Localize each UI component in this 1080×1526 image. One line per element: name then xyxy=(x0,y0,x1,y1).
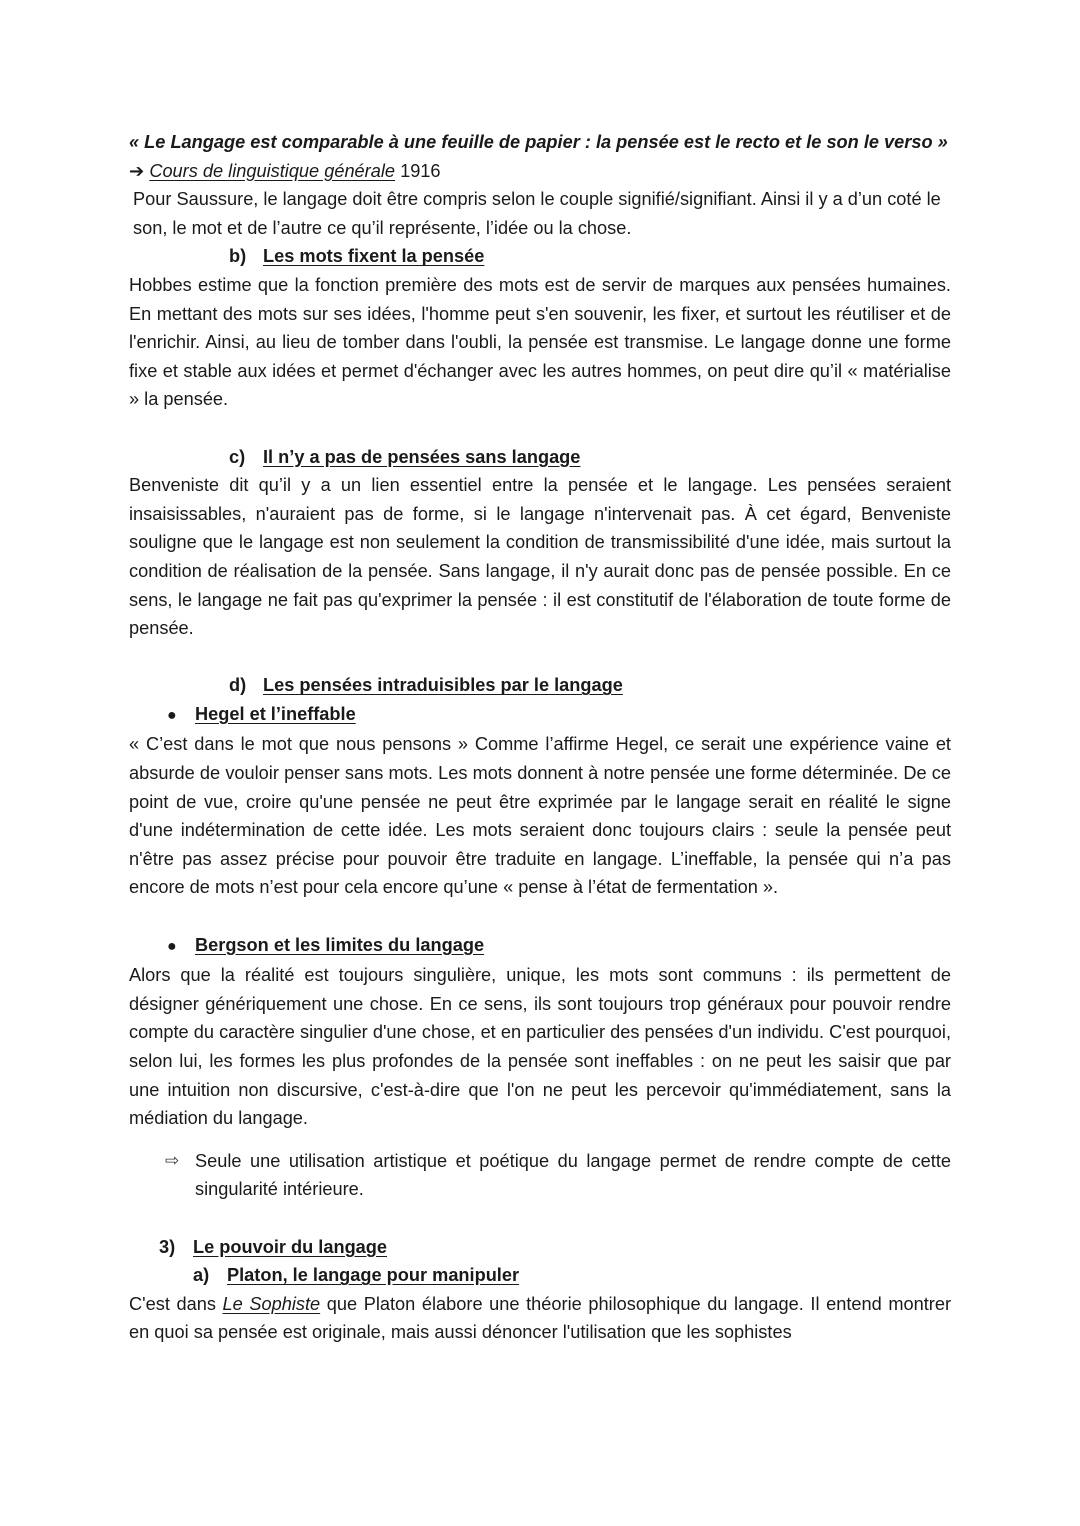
section-c-paragraph: Benveniste dit qu’il y a un lien essentiel entre la pensée et le langage. Les pensées seraient insaisissables, n'auraient pas de forme, si le langage n'intervenait pas. À cet égard, Benveniste souligne que le langage est non seulement la condition de transmissibilité d'une idée, mais surtout la condition de réalisation de la pensée. Sans langage, il n'y aurait donc pas de pensée possible. En ce sens, le langage ne fait pas qu'exprimer la pensée : il est constitutif de l'élaboration de toute forme de pensée. xyxy=(129,475,951,639)
section-c-heading xyxy=(229,443,951,472)
section-b-paragraph: Hobbes estime que la fonction première des mots est de servir de marques aux pensées humaines. En mettant des mots sur ses idées, l'homme peut s'en souvenir, les fixer, et surtout les réutiliser et de l'enrichir. Ainsi, au lieu de tomber dans l'oubli, la pensée est transmise. Le langage donne une forme fixe et stable aux idées et permet d'échanger avec les autres hommes, on peut dire qu’il « matérialise » la pensée. xyxy=(129,274,951,410)
document-content xyxy=(129,128,951,1347)
conclusion-text: Seule une utilisation artistique et poétique du langage permet de rendre compte de cette singularité intérieure. xyxy=(195,1150,951,1200)
section-3a-title: Platon, le langage pour manipuler xyxy=(227,1265,520,1286)
section-b-heading xyxy=(229,242,951,271)
section-d-label: d) xyxy=(229,675,247,696)
work-year: 1916 xyxy=(400,160,441,181)
bullet-icon: ● xyxy=(167,937,177,955)
section-d-title: Les pensées intraduisibles par le langage xyxy=(263,675,623,696)
bergson-title: Bergson et les limites du langage xyxy=(195,934,485,955)
section-3-title: Le pouvoir du langage xyxy=(193,1236,388,1257)
section-c-label: c) xyxy=(229,446,246,467)
spacer xyxy=(129,643,951,672)
work-title: Cours de linguistique générale xyxy=(149,160,396,181)
arrow-icon: ➔ xyxy=(129,160,145,181)
conclusion-item xyxy=(165,1147,951,1204)
bullet-icon: ● xyxy=(167,706,177,724)
section-d-heading xyxy=(229,671,951,700)
section-c-title: Il n’y a pas de pensées sans langage xyxy=(263,446,581,467)
sophiste-work-title: Le Sophiste xyxy=(222,1293,321,1314)
section-b-label: b) xyxy=(229,246,247,267)
section-3a-text-end: que Platon élabore une théorie philosophique du langage. Il entend montrer en quoi sa pensée est originale, mais aussi dénoncer l'utilisation que les sophistes xyxy=(129,1293,952,1343)
spacer xyxy=(129,1204,951,1233)
section-3a-heading xyxy=(193,1261,951,1290)
saussure-paragraph: Pour Saussure, le langage doit être compris selon le couple signifié/signifiant. Ainsi il y a d’un coté le son, le mot et de l’autre ce qu’il représente, l’idée ou la chose. xyxy=(133,189,941,238)
section-3a-paragraph xyxy=(129,1290,951,1347)
bergson-paragraph: Alors que la réalité est toujours singulière, unique, les mots sont communs : ils permettent de désigner génériquement une chose. En ce sens, ils sont toujours trop généraux pour pouvoir rendre compte du caractère singulier d'une chose, et en particulier des pensées d'un individu. C'est pourquoi, selon lui, les formes les plus profondes de la pensée sont ineffables : on ne peut les saisir que par une intuition non discursive, c'est-à-dire que l'on ne peut les percevoir qu'immédiatement, sans la médiation du langage. xyxy=(129,965,951,1129)
section-3-heading xyxy=(159,1233,951,1262)
hegel-paragraph: « C’est dans le mot que nous pensons » Comme l’affirme Hegel, ce serait une expérience vaine et absurde de vouloir penser sans mots. Les mots donnent à notre pensée une forme déterminée. De ce point de vue, croire qu'une pensée ne peut être exprimée par le langage serait en réalité le signe d'une indétermination de cette idée. Les mots seraient donc toujours clairs : seule la pensée peut n'être pas assez précise pour pouvoir être traduite en langage. L’ineffable, la pensée qui n’a pas encore de mots n’est pour cela encore qu’une « pense à l’état de fermentation ». xyxy=(129,734,951,898)
hegel-title: Hegel et l’ineffable xyxy=(195,703,356,724)
spacer xyxy=(129,1133,951,1147)
section-3a-text-start: C'est dans xyxy=(129,1293,223,1314)
section-3-label: 3) xyxy=(159,1236,176,1257)
right-arrow-icon: ⇨ xyxy=(165,1150,180,1170)
bergson-heading xyxy=(167,931,951,962)
saussure-quote-line xyxy=(129,128,951,185)
hegel-heading xyxy=(167,700,951,731)
saussure-quote: « Le Langage est comparable à une feuille de papier : la pensée est le recto et le son le verso » xyxy=(129,132,948,152)
spacer xyxy=(129,902,951,931)
spacer xyxy=(129,414,951,443)
section-b-title: Les mots fixent la pensée xyxy=(263,246,485,267)
section-3a-label: a) xyxy=(193,1265,210,1286)
